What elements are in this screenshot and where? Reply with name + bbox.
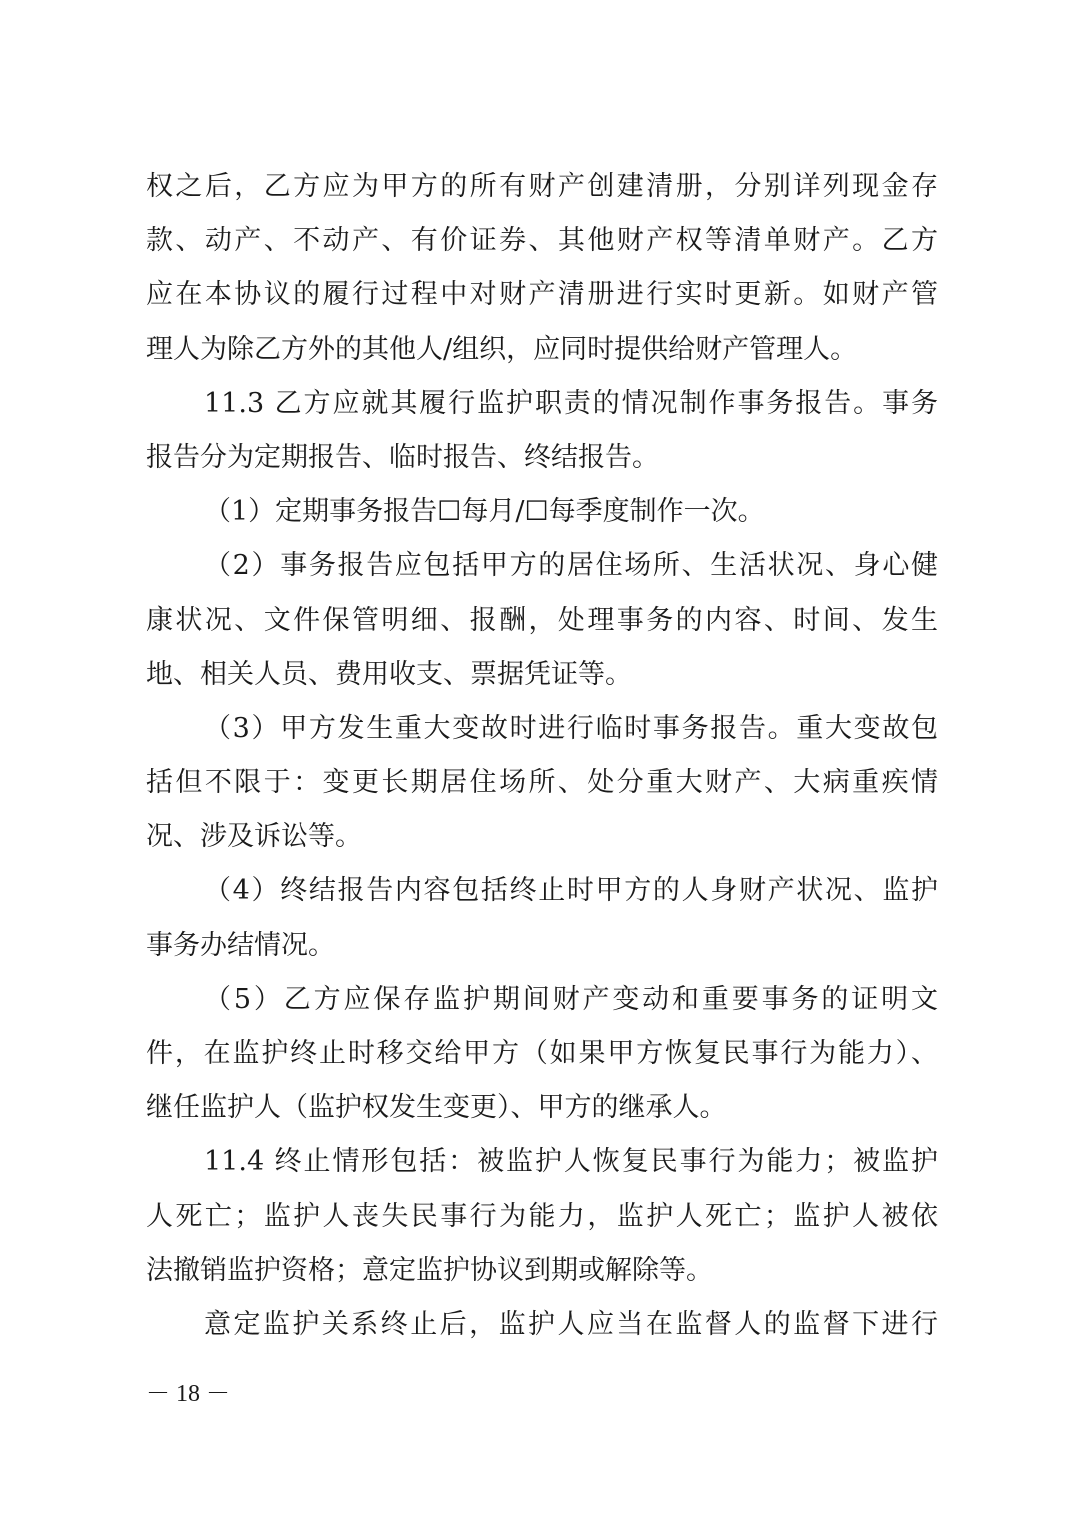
text-line: 况、涉及诉讼等。	[146, 821, 362, 853]
text-line: （2）事务报告应包括甲方的居住场所、生活状况、身心健	[204, 550, 938, 582]
text-line: 11.3 乙方应就其履行监护职责的情况制作事务报告。事务	[204, 387, 938, 419]
text-line: 件，在监护终止时移交给甲方（如果甲方恢复民事行为能力）、	[146, 1038, 938, 1069]
text-line: 权之后，乙方应为甲方的所有财产创建清册，分别详列现金存	[146, 171, 938, 202]
text-line: （3）甲方发生重大变故时进行临时事务报告。重大变故包	[204, 712, 938, 744]
text-line: 继任监护人（监护权发生变更）、甲方的继承人。	[146, 1092, 727, 1124]
text-line: （5）乙方应保存监护期间财产变动和重要事务的证明文	[204, 983, 938, 1015]
text-line: （1）定期事务报告☐每月/☐每季度制作一次。	[204, 496, 765, 528]
text-line: 事务办结情况。	[146, 929, 335, 961]
text-line: 11.4 终止情形包括：被监护人恢复民事行为能力；被监护	[204, 1146, 938, 1178]
text-line: 意定监护关系终止后，监护人应当在监督人的监督下进行	[204, 1308, 938, 1340]
page-number: － 18 －	[146, 1381, 230, 1407]
text-line: 理人为除乙方外的其他人/组织，应同时提供给财产管理人。	[146, 333, 858, 365]
text-line: （4）终结报告内容包括终止时甲方的人身财产状况、监护	[204, 875, 938, 907]
text-line: 地、相关人员、费用收支、票据凭证等。	[146, 658, 632, 690]
text-line: 人死亡；监护人丧失民事行为能力，监护人死亡；监护人被依	[146, 1200, 938, 1232]
text-line: 括但不限于：变更长期居住场所、处分重大财产、大病重疾情	[146, 767, 938, 799]
document-body	[146, 160, 938, 1352]
text-line: 款、动产、不动产、有价证券、其他财产权等清单财产。乙方	[146, 225, 938, 257]
text-line: 法撤销监护资格；意定监护协议到期或解除等。	[146, 1254, 713, 1286]
text-line: 应在本协议的履行过程中对财产清册进行实时更新。如财产管	[146, 279, 938, 311]
text-line: 康状况、文件保管明细、报酬，处理事务的内容、时间、发生	[146, 604, 938, 636]
text-line: 报告分为定期报告、临时报告、终结报告。	[146, 441, 659, 473]
